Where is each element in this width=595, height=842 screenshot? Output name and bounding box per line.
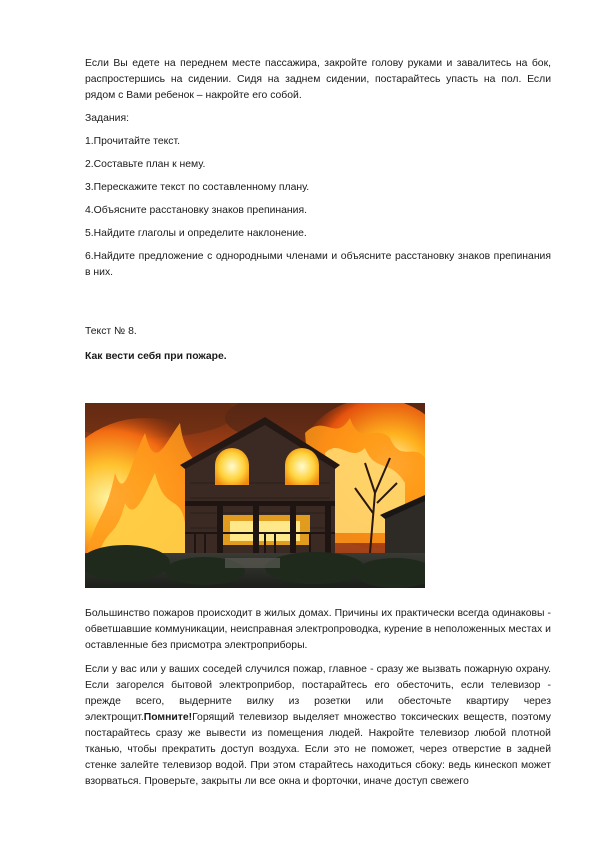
task-item-1: 1.Прочитайте текст. (85, 136, 180, 147)
window-left (215, 448, 249, 485)
task-item-2: 2.Составьте план к нему. (85, 159, 206, 170)
intro-paragraph: Если Вы едете на переднем месте пассажира, закройте голову руками и завалитесь на бок, распростершись на сидении. Сидя на заднем сидении, постарайтесь упасть на пол. Если рядом с Вами ребенок – накройте его собой. (85, 58, 551, 101)
paragraph-2-bold: Помните! (143, 712, 193, 723)
task-item-6: 6.Найдите предложение с однородными членами и объясните расстановку знаков препинания в них. (85, 251, 551, 278)
page-content (85, 56, 551, 790)
paragraph-1: Большинство пожаров происходит в жилых домах. Причины их практически всегда одинаковы - обветшавшие коммуникации, неисправная электропроводка, курение в неположенных местах и оставленные без присмотра электроприборы. (85, 608, 551, 651)
text-number: Текст № 8. (85, 326, 137, 337)
task-item-5: 5.Найдите глаголы и определите наклонение. (85, 228, 307, 239)
task-item-4: 4.Объясните расстановку знаков препинания. (85, 205, 307, 216)
paragraph-2-part1: Если у вас или у ваших соседей случился пожар, главное - сразу же вызвать пожарную охрану. Если загорелся бытовой электроприбор, постарайтесь его обесточить, если телевизор - прежде всего, выдерните вилку из розетки или обесточьте квартиру через электрощит. (85, 664, 551, 723)
paragraph-2-part2: Горящий телевизор выделяет множество токсических веществ, поэтому постарайтесь сразу же вывести из помещения людей. Накройте телевизор любой плотной тканью, чтобы прекратить доступ воздуха. Если это не поможет, через отверстие в задней стенке залейте телевизор водой. При этом старайтесь находиться сбоку: ведь кинескоп может взорваться. Проверьте, закрыты ли все окна и форточки, иначе доступ свежего (85, 712, 551, 787)
tasks-heading: Задания: (85, 113, 129, 124)
window-right (285, 448, 319, 485)
paragraph-2 (85, 662, 551, 790)
text-title: Как вести себя при пожаре. (85, 351, 227, 362)
burning-house-photo (85, 403, 425, 588)
burning-house-illustration (85, 403, 425, 588)
task-item-3: 3.Перескажите текст по составленному плану. (85, 182, 310, 193)
